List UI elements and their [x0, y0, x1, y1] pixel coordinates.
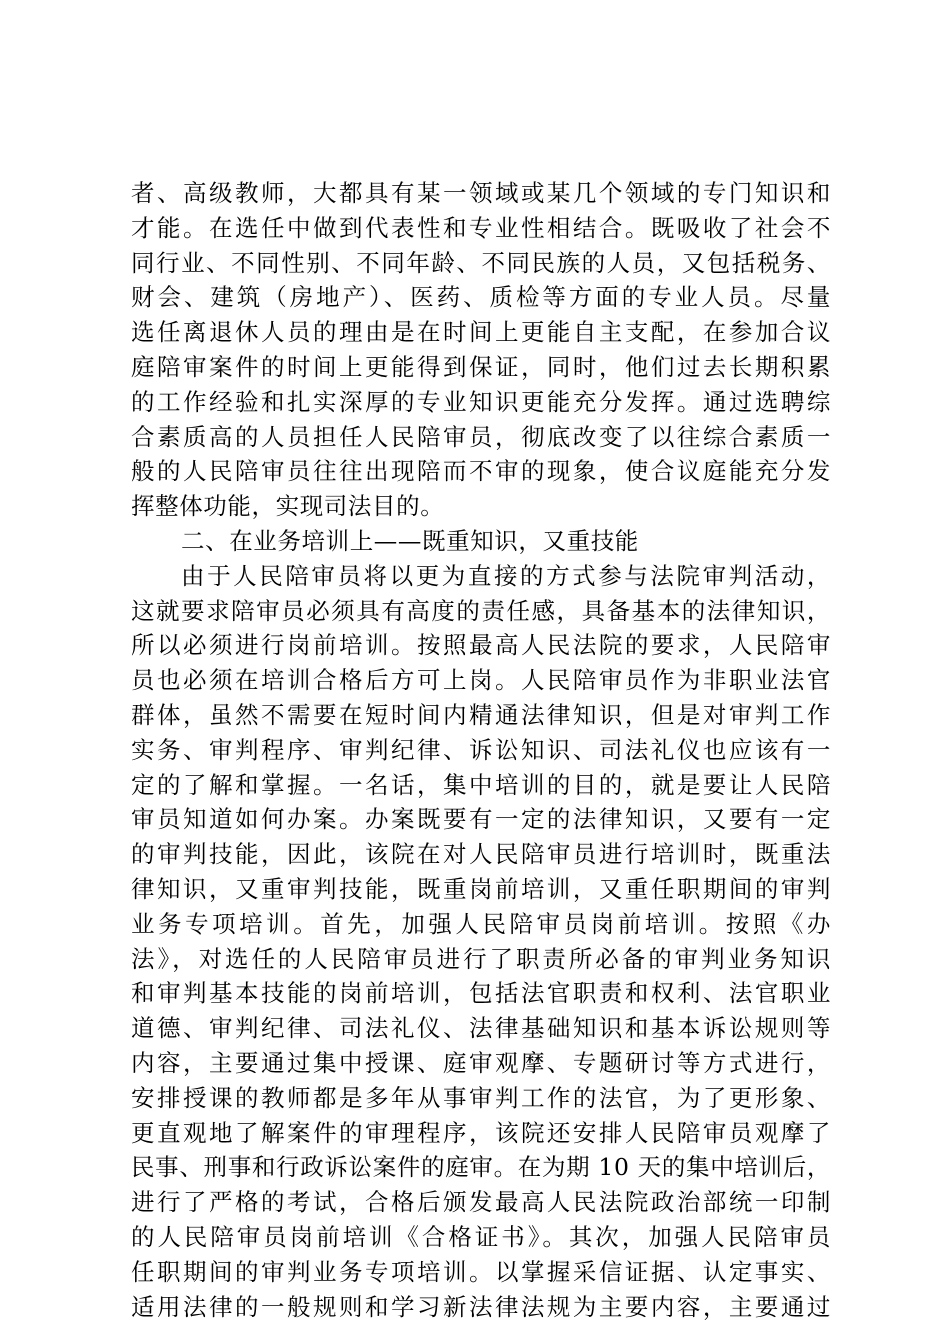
text-line: 这就要求陪审员必须具有高度的责任感，具备基本的法律知识，: [131, 596, 831, 625]
text-line: 合素质高的人员担任人民陪审员，彻底改变了以往综合素质一: [131, 422, 831, 451]
text-line: 挥整体功能，实现司法目的。: [131, 492, 445, 521]
text-line: 群体，虽然不需要在短时间内精通法律知识，但是对审判工作: [131, 700, 831, 729]
text-line: 才能。在选任中做到代表性和专业性相结合。既吸收了社会不: [131, 213, 831, 242]
text-line: 定的了解和掌握。一名话，集中培训的目的，就是要让人民陪: [131, 770, 831, 799]
text-line: 财会、建筑（房地产）、医药、质检等方面的专业人员。尽量: [131, 283, 831, 312]
text-line: 的审判技能，因此，该院在对人民陪审员进行培训时，既重法: [131, 840, 831, 869]
text-line: 所以必须进行岗前培训。按照最高人民法院的要求，人民陪审: [131, 631, 831, 660]
text-line: 民事、刑事和行政诉讼案件的庭审。在为期 10 天的集中培训后，: [131, 1153, 831, 1182]
text-line: 道德、审判纪律、司法礼仪、法律基础知识和基本诉讼规则等: [131, 1014, 831, 1043]
text-line: 员也必须在培训合格后方可上岗。人民陪审员作为非职业法官: [131, 666, 831, 695]
text-line: 和审判基本技能的岗前培训，包括法官职责和权利、法官职业: [131, 979, 831, 1008]
text-line: 选任离退休人员的理由是在时间上更能自主支配，在参加合议: [131, 318, 831, 347]
text-line: 庭陪审案件的时间上更能得到保证，同时，他们过去长期积累: [131, 352, 831, 381]
text-line: 法》，对选任的人民陪审员进行了职责所必备的审判业务知识: [131, 944, 831, 973]
text-line: 同行业、不同性别、不同年龄、不同民族的人员，又包括税务、: [131, 248, 831, 277]
text-line: 实务、审判程序、审判纪律、诉讼知识、司法礼仪也应该有一: [131, 735, 831, 764]
text-line: 内容，主要通过集中授课、庭审观摩、专题研讨等方式进行，: [131, 1048, 831, 1077]
text-line: 更直观地了解案件的审理程序，该院还安排人民陪审员观摩了: [131, 1118, 831, 1147]
text-line: 律知识，又重审判技能，既重岗前培训，又重任职期间的审判: [131, 874, 831, 903]
text-line: 审员知道如何办案。办案既要有一定的法律知识，又要有一定: [131, 805, 831, 834]
section-heading: 二、在业务培训上——既重知识，又重技能: [181, 526, 639, 555]
text-line: 安排授课的教师都是多年从事审判工作的法官，为了更形象、: [131, 1083, 831, 1112]
text-line: 由于人民陪审员将以更为直接的方式参与法院审判活动，: [181, 561, 831, 590]
text-line: 任职期间的审判业务专项培训。以掌握采信证据、认定事实、: [131, 1257, 831, 1286]
text-line: 般的人民陪审员往往出现陪而不审的现象，使合议庭能充分发: [131, 457, 831, 486]
text-line: 进行了严格的考试，合格后颁发最高人民法院政治部统一印制: [131, 1188, 831, 1217]
text-line: 业务专项培训。首先，加强人民陪审员岗前培训。按照《办: [131, 909, 831, 938]
text-line: 的工作经验和扎实深厚的专业知识更能充分发挥。通过选聘综: [131, 387, 831, 416]
document-body: [131, 176, 831, 1324]
text-line: 适用法律的一般规则和学习新法律法规为主要内容，主要通过: [131, 1292, 831, 1321]
text-line: 者、高级教师，大都具有某一领域或某几个领域的专门知识和: [131, 179, 831, 207]
text-line: 的人民陪审员岗前培训《合格证书》。其次，加强人民陪审员: [131, 1222, 831, 1251]
